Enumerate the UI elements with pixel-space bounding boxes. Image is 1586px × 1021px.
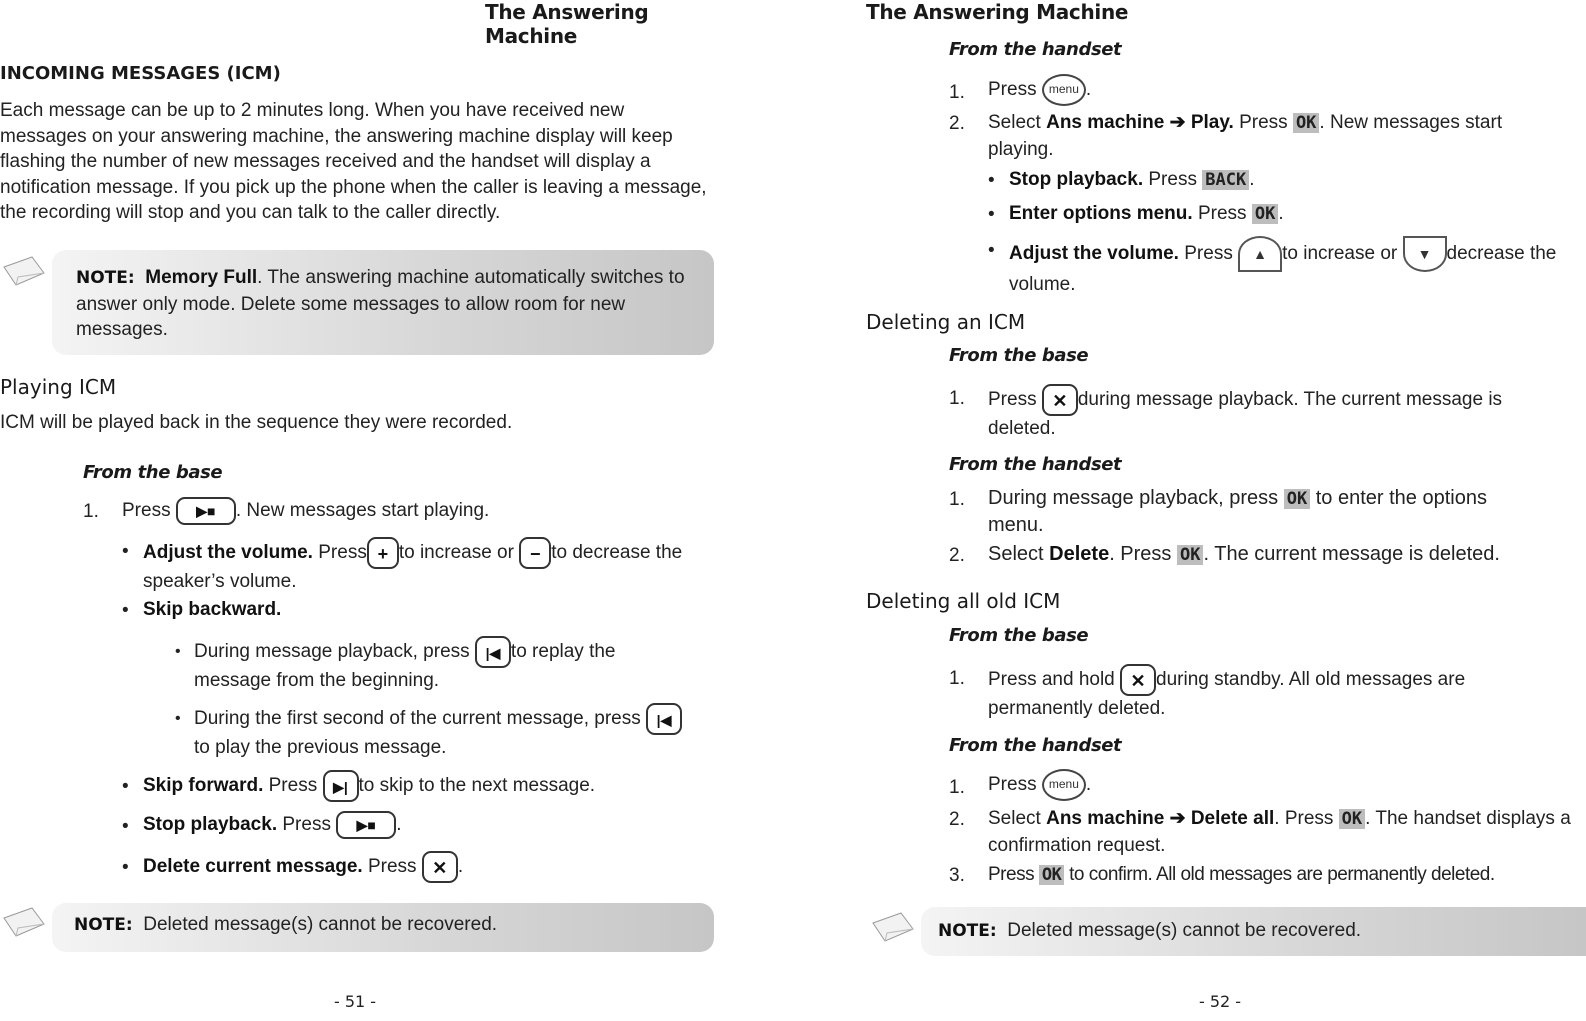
bullet-enter-options: Enter options menu. Press OK . [1009, 203, 1284, 224]
bullet-stop-playback: Stop playback. Press ▶■ . [143, 811, 402, 839]
volume-down-key-icon: ▼ [1403, 236, 1447, 272]
from-handset-heading: From the handset [949, 454, 1122, 475]
back-key-icon: BACK [1202, 170, 1249, 190]
note-deleted-unrecoverable: NOTE: Deleted message(s) cannot be recovered. [52, 903, 714, 952]
intro-paragraph: Each message can be up to 2 minutes long. When you have received new messages on your answering machine, the answering machine display will keep flashing the number of new messages received and the handset will display a notification message. If you pick up the phone when the caller is leaving a message, the recording will stop and you can talk to the caller directly. [0, 100, 707, 223]
page-52: The Answering Machine From the handset 1. Press menu . 2. Select Ans machine ➔ Play. Press OK . New messages start playing. • Stop playback. Press BACK . • Enter options menu. Press OK . • Adjust the volume. Press ▲ to increase or ▼ decrease the volume. Deleting an ICM From the base 1. Press ✕ during message playback. The current message is deleted. From the handset 1. During message playback, press OK to enter the options menu. 2. Select Delete. Press OK . The current message is deleted. Deleting all old ICM From the base 1. Press and hold ✕ during standby. All old messages are permanently deleted. From the handset 1. Press menu . 2. Select Ans machine ➔ Delete all. Press OK . The handset displays a confirmation request. 3. Press OK to confirm. All old messages are permanently deleted. NOTE: Deleted message(s) cannot be recovered. - 52 - [876, 0, 1586, 1021]
delete-x-key-icon: ✕ [1120, 664, 1156, 696]
step-select-delete: Select Delete. Press OK . The current message is deleted. [988, 543, 1500, 565]
step-press-menu: Press menu . [988, 74, 1091, 106]
step-select-play: Select Ans machine ➔ Play. Press OK . New messages start playing. [988, 112, 1503, 160]
section-title: INCOMING MESSAGES (ICM) [0, 63, 281, 84]
play-stop-key-icon: ▶■ [336, 811, 396, 839]
page-51: The Answering Machine INCOMING MESSAGES (ICM) Each message can be up to 2 minutes long. When you have received new messages on your answering machine, the answering machine display will keep flashing the number of new messages received and the handset will display a notification message. If you pick up the phone when the caller is leaving a message, the recording will stop and you can talk to the caller directly. NOTE: Memory Full. The answering machine automatically switches to answer only mode. Delete some messages to allow room for new messages. Playing ICM ICM will be played back in the sequence they were recorded. From the base 1. Press ▶■ . New messages start playing. • Adjust the volume. Press + to increase or − to decrease the speaker’s volume. • Skip backward. • During message playback, press |◀ to replay the message from the beginning. • During the first second of the current message, press |◀ to play the previous message. • Skip forward. Press ▶| to skip to the next message. • Stop playback. Press ▶■ . • Delete current message. Press ✕ . NOTE: Deleted message(s) cannot be recovered. - 51 - [0, 0, 722, 1021]
skip-forward-key-icon: ▶| [323, 770, 359, 802]
page-number: - 52 - [1199, 992, 1242, 1011]
ok-key-icon: OK [1293, 113, 1319, 133]
ok-key-icon: OK [1339, 809, 1365, 829]
note-deleted-unrecoverable: NOTE: Deleted message(s) cannot be recovered. [921, 907, 1586, 956]
from-handset-heading: From the handset [949, 735, 1122, 756]
page-header: The Answering Machine [485, 0, 649, 48]
minus-key-icon: − [519, 537, 551, 569]
play-stop-key-icon: ▶■ [176, 497, 236, 525]
playing-icm-text: ICM will be played back in the sequence they were recorded. [0, 412, 513, 433]
volume-up-key-icon: ▲ [1238, 236, 1282, 272]
step-press-menu-2: Press menu . [988, 769, 1091, 801]
step-press-hold-delete: Press and hold ✕ during standby. All old messages are permanently deleted. [988, 664, 1465, 722]
skip-back-key-icon: |◀ [646, 703, 682, 735]
note-paper-icon [871, 911, 915, 945]
ok-key-icon: OK [1177, 545, 1203, 565]
bullet-adjust-volume: Adjust the volume. Press + to increase or − to decrease the speaker’s volume. [143, 537, 682, 595]
step-select-delete-all: Select Ans machine ➔ Delete all. Press OK . The handset displays a confirmation request. [988, 808, 1571, 856]
step-confirm-delete-all: Press OK to confirm. All old messages are permanently deleted. [988, 864, 1495, 885]
bullet-delete-current: Delete current message. Press ✕ . [143, 851, 463, 883]
step-delete-current: Press ✕ during message playback. The current message is deleted. [988, 384, 1502, 442]
page-header: The Answering Machine [866, 0, 1129, 24]
ok-key-icon: OK [1039, 865, 1064, 885]
bullet-adjust-volume: Adjust the volume. Press ▲ to increase or ▼ decrease the volume. [1009, 236, 1556, 298]
bullet-skip-backward: Skip backward. [143, 599, 282, 620]
step-handset-options: During message playback, press OK to enter the options menu. [988, 487, 1487, 536]
bullet-skip-forward: Skip forward. Press ▶| to skip to the next message. [143, 770, 595, 802]
ok-key-icon: OK [1284, 489, 1310, 509]
ok-key-icon: OK [1252, 204, 1278, 224]
note-memory-full: NOTE: Memory Full. The answering machine automatically switches to answer only mode. Delete some messages to allow room for new messages. [52, 250, 714, 355]
menu-key-icon: menu [1042, 74, 1086, 106]
delete-x-key-icon: ✕ [422, 851, 458, 883]
delete-x-key-icon: ✕ [1042, 384, 1078, 416]
step-press-play: Press ▶■ . New messages start playing. [122, 497, 489, 525]
skip-back-key-icon: |◀ [475, 636, 511, 668]
from-base-heading: From the base [83, 462, 223, 483]
bullet-stop-playback: Stop playback. Press BACK . [1009, 169, 1255, 190]
note-paper-icon [2, 906, 46, 940]
page-number: - 51 - [334, 992, 377, 1011]
skip-back-item-1: During message playback, press |◀ to replay the message from the beginning. [194, 636, 616, 694]
skip-back-item-2: During the first second of the current message, press |◀ to play the previous message. [194, 703, 682, 761]
plus-key-icon: + [367, 537, 399, 569]
from-base-heading: From the base [949, 625, 1089, 646]
menu-key-icon: menu [1042, 769, 1086, 801]
from-base-heading: From the base [949, 345, 1089, 366]
deleting-all-title: Deleting all old ICM [866, 589, 1061, 613]
deleting-icm-title: Deleting an ICM [866, 310, 1026, 334]
from-handset-heading: From the handset [949, 39, 1122, 60]
note-paper-icon [2, 255, 46, 289]
playing-icm-title: Playing ICM [0, 375, 117, 399]
